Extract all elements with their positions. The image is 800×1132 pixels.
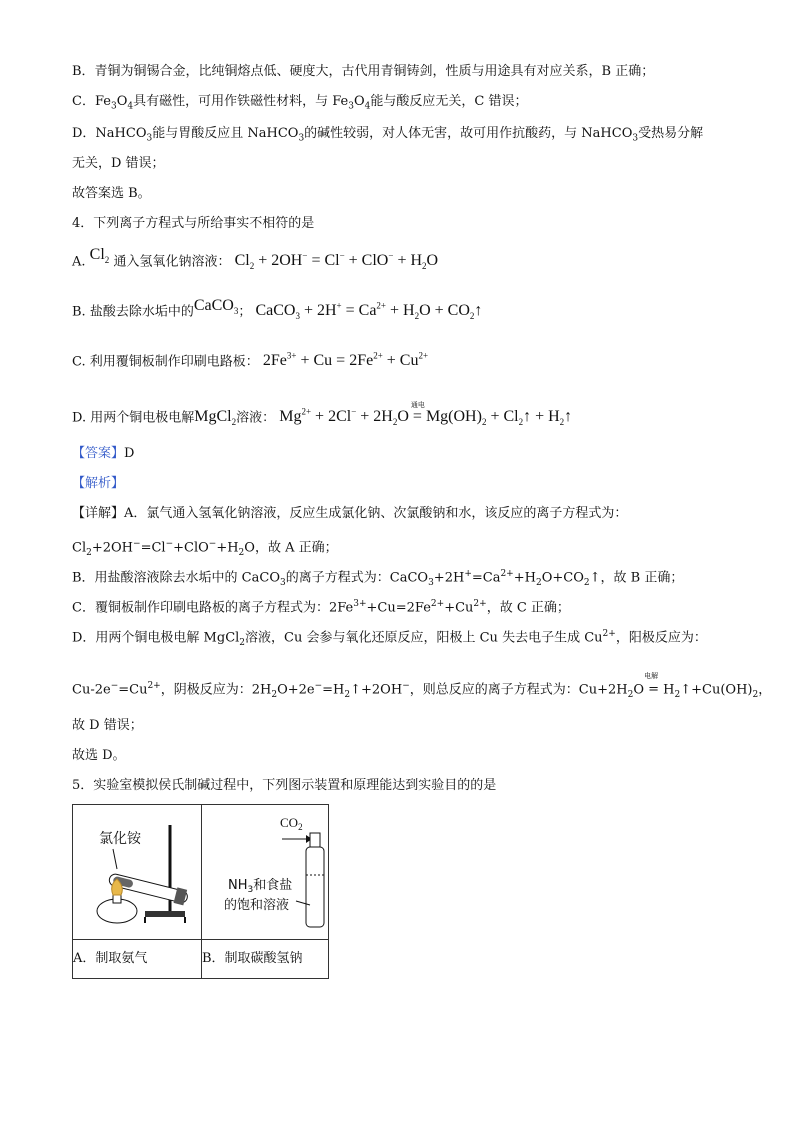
q4-option-d: D. 用两个铜电极电解MgCl$_2$溶液： $Mg^{2+} + 2Cl^- + 2H_2O$ 通电 = $Mg(OH)_2$ + $Cl_2↑$ + $H_2↑$ bbox=[72, 401, 573, 428]
q4-analysis-tag: 【解析】 bbox=[72, 476, 125, 491]
q4-detail-b: B．用盐酸溶液除去水垢中的 CaCO$_3$的离子方程式为：$CaCO_3+2H^+=Ca^{2+}+H_2O+CO_2↑$，故 B 正确； bbox=[72, 569, 684, 588]
caption-a: A．制取氨气 bbox=[73, 940, 202, 979]
q4-detail-d-conclusion: 故 D 错误； bbox=[72, 718, 143, 733]
figure-a-cell bbox=[73, 805, 202, 940]
q4-detail-a: 【详解】A．氯气通入氢氧化钠溶液，反应生成氯化钠、次氯酸钠和水，该反应的离子方程式为： bbox=[72, 506, 628, 521]
figure-b-label-2: 的饱和溶液 bbox=[224, 898, 290, 913]
figure-a-label: 氯化铵 bbox=[99, 831, 141, 847]
q3-option-b: B．青铜为铜锡合金，比纯铜熔点低、硬度大，古代用青铜铸剑，性质与用途具有对应关系，B 正确； bbox=[72, 64, 655, 79]
q3-option-d-cont: 无关，D 错误； bbox=[72, 156, 165, 171]
caption-b: B．制取碳酸氢钠 bbox=[202, 940, 329, 979]
q4-option-c: C. 利用覆铜板制作印刷电路板： $2Fe^{3+} + Cu = 2Fe^{2+} + Cu^{2+}$ bbox=[72, 351, 429, 370]
q3-option-d: D．NaHCO$_3$能与胃酸反应且 NaHCO$_3$的碱性较弱，对人体无害，故可用作抗酸药，与 NaHCO$_3$受热易分解 bbox=[72, 126, 704, 144]
q4-detail-d-eqs: $Cu-2e^-=Cu^{2+}$，阴极反应为：$2H_2O+2e^-=H_2↑+2OH^-$，则总反应的离子方程式为：$Cu+2H_2O$ 电解 = $H_2↑+Cu(OH)_2$， bbox=[72, 672, 772, 700]
q4-option-b: B. 盐酸去除水垢中的CaCO$_3$； CaCO$_3$ + $2H^+ = Ca^{2+} + H_2O$ + $CO_2↑$ bbox=[72, 297, 483, 322]
equation-d: $Mg^{2+} + 2Cl^- + 2H_2O$ 通电 = $Mg(OH)_2$ + $Cl_2↑$ + $H_2↑$ bbox=[279, 401, 573, 428]
q5-figure-table bbox=[72, 804, 329, 979]
q4-final: 故选 D。 bbox=[72, 748, 126, 763]
equation-c: $2Fe^{3+} + Cu = 2Fe^{2+} + Cu^{2+}$ bbox=[262, 351, 429, 370]
q4-stem: 4．下列离子方程式与所给事实不相符的是 bbox=[72, 216, 315, 231]
q3-answer: 故答案选 B。 bbox=[72, 186, 151, 201]
figure-b-co2: $CO_2$ bbox=[280, 815, 303, 832]
figure-b-label-1: $NH_3$和食盐 bbox=[228, 878, 293, 895]
ammonia-apparatus-figure bbox=[73, 805, 201, 935]
q3-option-c: C．$Fe_3O_4$具有磁性，可用作铁磁性材料，与 $Fe_3O_4$能与酸反应无关，C 错误； bbox=[72, 94, 528, 112]
q4-option-a: A. $Cl_2$ 通入氢氧化钠溶液： $Cl_2 + 2OH^- = Cl^- + ClO^- + H_2O$ bbox=[72, 246, 439, 272]
figure-b-cell bbox=[202, 805, 329, 940]
equation-a: $Cl_2 + 2OH^- = Cl^- + ClO^- + H_2O$ bbox=[234, 251, 439, 272]
q4-answer: 【答案】D bbox=[72, 446, 135, 461]
q4-detail-d: D．用两个铜电极电解 MgCl$_2$溶液，Cu 会参与氧化还原反应，阳极上 Cu 失去电子生成 $Cu^{2+}$，阳极反应为： bbox=[72, 629, 707, 648]
q4-detail-c: C．覆铜板制作印刷电路板的离子方程式为：$2Fe^{3+}+Cu=2Fe^{2+}+Cu^{2+}$，故 C 正确； bbox=[72, 599, 570, 616]
q4-detail-a-eq: $Cl_2+2OH^-=Cl^-+ClO^-+H_2O$，故 A 正确； bbox=[72, 539, 338, 558]
bicarbonate-apparatus-figure bbox=[202, 805, 328, 935]
q5-stem: 5．实验室模拟侯氏制碱过程中，下列图示装置和原理能达到实验目的的是 bbox=[72, 778, 497, 793]
equation-b: CaCO$_3$ + $2H^+ = Ca^{2+} + H_2O$ + $CO_2↑$ bbox=[255, 301, 483, 322]
